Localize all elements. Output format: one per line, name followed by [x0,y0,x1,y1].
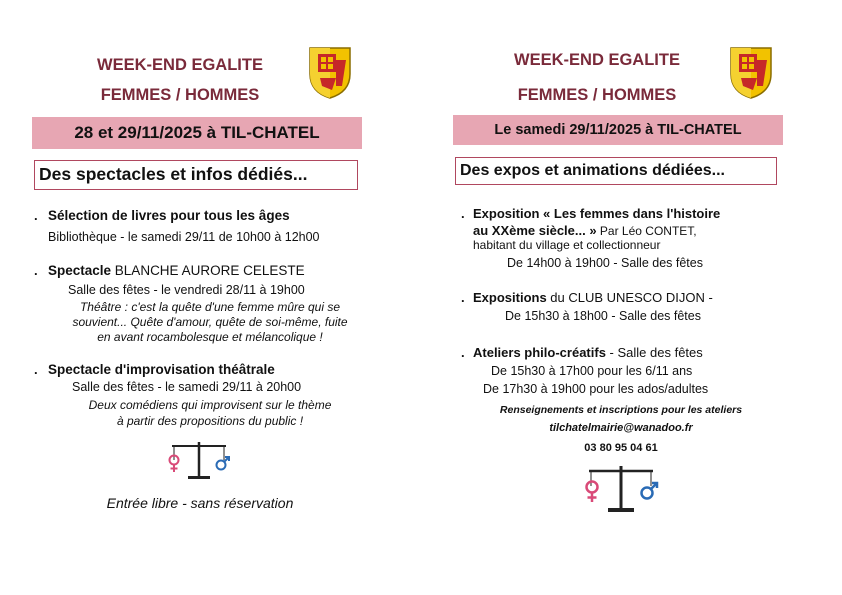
left-item2-desc1: Théâtre : c'est la quête d'une femme mûre qui se [79,300,341,314]
balance-scale-icon [164,438,234,482]
left-item2-title-rest: BLANCHE AURORE CELESTE [114,263,305,278]
right-item3-title [473,345,703,360]
coat-of-arms-icon [308,46,352,100]
left-item3-desc1: Deux comédiens qui improvisent sur le thème [88,398,332,412]
left-date-banner: 28 et 29/11/2025 à TIL-CHATEL [32,117,362,149]
left-item2-desc3: en avant rocambolesque et mélancolique ! [97,330,323,344]
right-title-line1: WEEK-END EGALITE [514,51,680,69]
left-footer: Entrée libre - sans réservation [106,495,294,511]
left-item1-detail: Bibliothèque - le samedi 29/11 de 10h00 à 12h00 [48,230,320,244]
left-section-box: Des spectacles et infos dédiés... [34,160,358,190]
left-item3-bullet: . [34,362,38,377]
right-date-banner: Le samedi 29/11/2025 à TIL-CHATEL [453,115,783,145]
right-info-line: Renseignements et inscriptions pour les ateliers [499,404,743,416]
left-item2-bullet: . [34,263,38,278]
right-item3-schedule1: De 15h30 à 17h00 pour les 6/11 ans [491,364,693,378]
right-item3-title-bold: Ateliers philo-créatifs [473,345,606,360]
right-item2-title-bold: Expositions [473,290,551,305]
male-symbol-icon [217,457,230,470]
coat-of-arms-icon [729,46,773,100]
right-item3-bullet: . [461,345,465,360]
right-item2-bullet: . [461,290,465,305]
right-item1-line3: habitant du village et collectionneur [473,238,661,252]
left-item3-detail: Salle des fêtes - le samedi 29/11 à 20h00 [72,380,302,394]
left-item2-detail: Salle des fêtes - le vendredi 28/11 à 19h00 [68,283,305,297]
right-item2-title [473,290,713,305]
right-item2-schedule: De 15h30 à 18h00 - Salle des fêtes [505,309,701,323]
right-flyer [421,0,842,595]
right-section-box: Des expos et animations dédiées... [455,157,777,185]
left-item1-bullet: . [34,208,38,223]
left-title-line2: FEMMES / HOMMES [100,86,260,104]
left-item3-title: Spectacle d'improvisation théâtrale [48,362,275,377]
right-item1-schedule: De 14h00 à 19h00 - Salle des fêtes [507,256,703,270]
male-symbol-icon [642,483,658,499]
right-item3-title-rest: - Salle des fêtes [605,345,703,360]
left-item2-desc2: souvient... Quête d'amour, quête de soi-même, fuite [72,315,348,329]
right-item1-title2-rest: Par Léo CONTET, [596,224,697,238]
left-item2-title [48,263,305,278]
right-item1-title2-bold: au XXème siècle... » [473,223,597,238]
balance-scale-icon [581,462,661,514]
right-email: tilchatelmairie@wanadoo.fr [549,422,693,434]
female-symbol-icon [587,482,598,503]
right-title-line2: FEMMES / HOMMES [517,86,677,104]
right-phone: 03 80 95 04 61 [584,442,658,454]
left-item2-title-bold: Spectacle [48,263,115,278]
right-item3-schedule2: De 17h30 à 19h00 pour les ados/adultes [483,382,709,396]
right-item1-bullet: . [461,206,465,221]
right-item2-title-rest: du CLUB UNESCO DIJON - [550,290,713,305]
left-title-line1: WEEK-END EGALITE [97,56,263,74]
right-item1-title1: Exposition « Les femmes dans l'histoire [473,206,721,221]
left-item3-desc2: à partir des propositions du public ! [116,414,304,428]
left-item1-title: Sélection de livres pour tous les âges [48,208,290,223]
